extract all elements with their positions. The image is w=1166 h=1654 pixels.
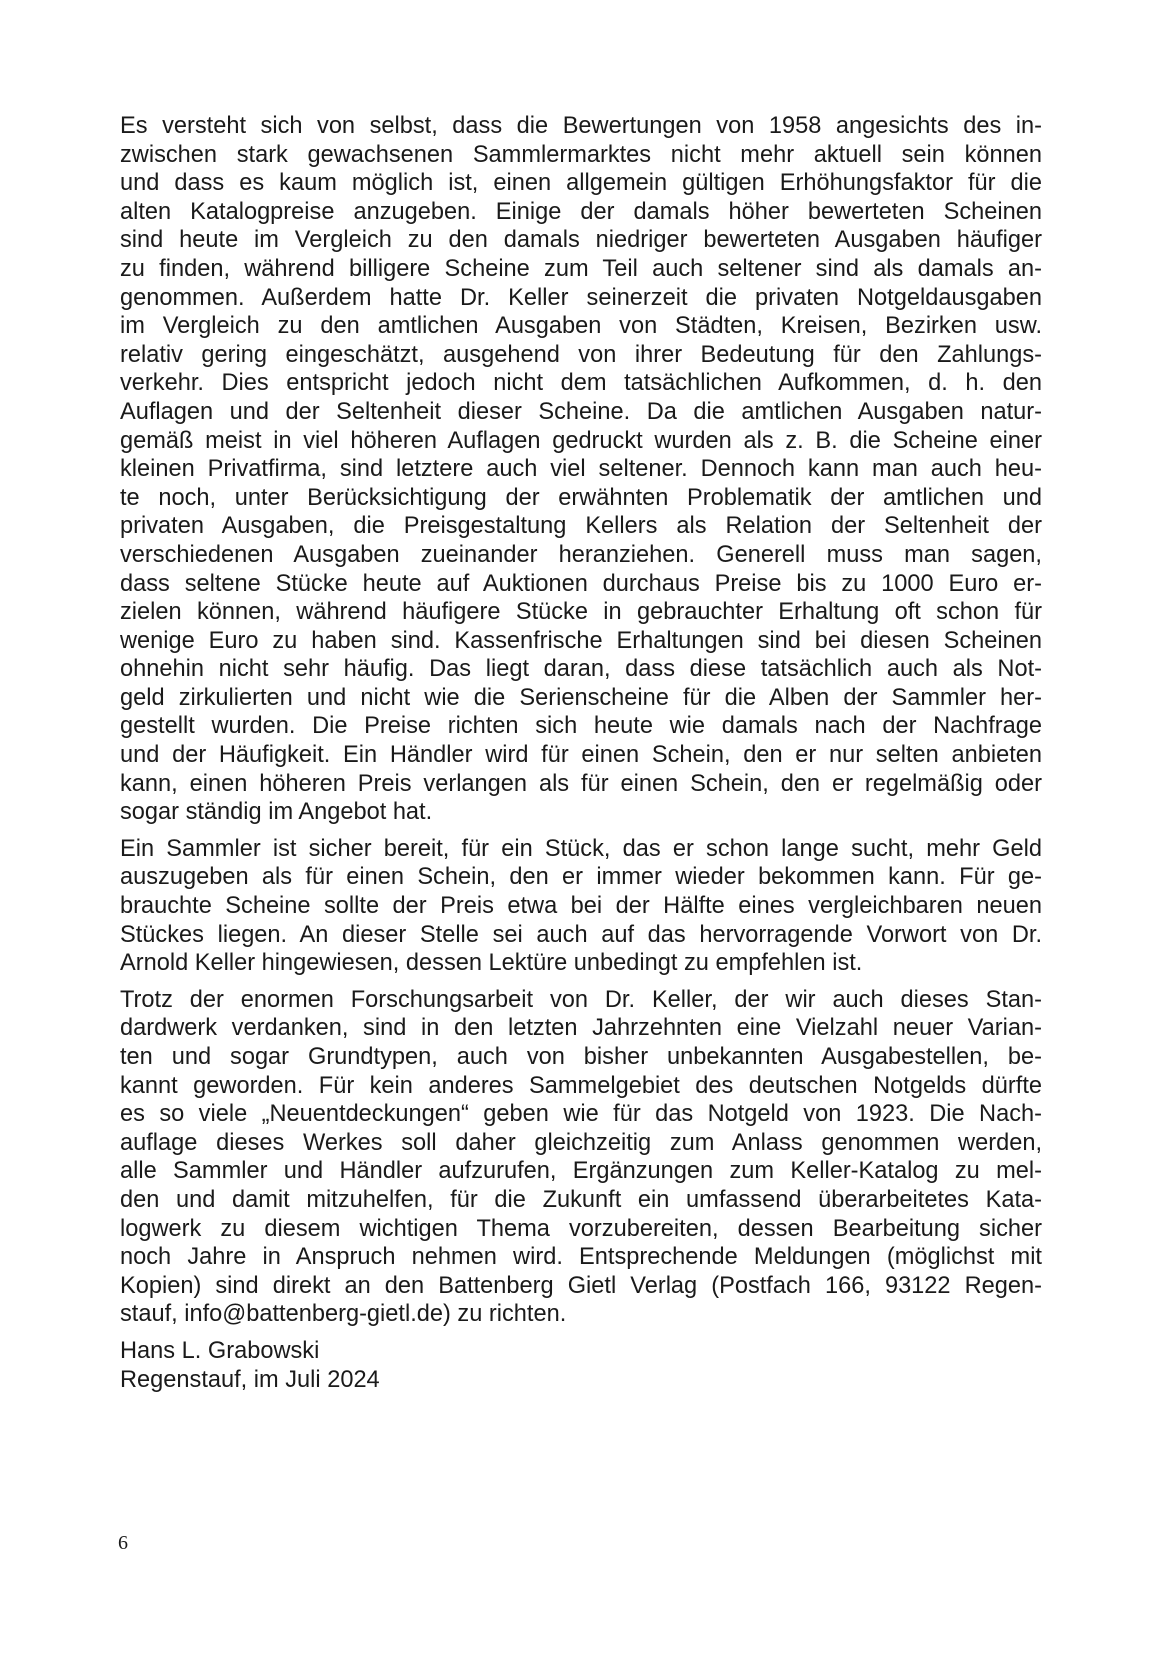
text-line: stauf, info@battenberg-gietl.de) zu richten. — [120, 1301, 567, 1328]
document-page — [120, 112, 1042, 1394]
text-line: sogar ständig im Angebot hat. — [120, 799, 433, 826]
place-and-date: Regenstauf, im Juli 2024 — [120, 1366, 380, 1393]
text-line: ten und sogar Grundtypen, auch von bisher unbekannten Ausgabestellen, be- — [120, 1044, 1042, 1070]
text-line: geld zirkulierten und nicht wie die Serienscheine für die Alben der Sammler her- — [120, 684, 1042, 711]
text-line: Auflagen und der Seltenheit dieser Scheine. Da die amtlichen Ausgaben natur- — [120, 398, 1042, 425]
text-line: gemäß meist in viel höheren Auflagen gedruckt wurden als z. B. die Scheine einer — [120, 427, 1042, 454]
text-line: zwischen stark gewachsenen Sammlermarktes nicht mehr aktuell sein können — [120, 141, 1042, 168]
signature-block — [120, 1337, 1042, 1394]
text-line: relativ gering eingeschätzt, ausgehend von ihrer Bedeutung für den Zahlungs- — [120, 341, 1042, 368]
text-line: kleinen Privatfirma, sind letztere auch viel seltener. Dennoch kann man auch heu- — [120, 456, 1042, 483]
text-line: kannt geworden. Für kein anderes Sammelgebiet des deutschen Notgelds dürfte — [120, 1072, 1042, 1099]
text-line: logwerk zu diesem wichtigen Thema vorzubereiten, dessen Bearbeitung sicher — [120, 1215, 1042, 1242]
paragraph — [120, 112, 1042, 827]
text-line: te noch, unter Berücksichtigung der erwähnten Problematik der amtlichen und — [120, 484, 1042, 511]
text-line: Kopien) sind direkt an den Battenberg Gietl Verlag (Postfach 166, 93122 Regen- — [120, 1272, 1042, 1299]
text-line: sind heute im Vergleich zu den damals niedriger bewerteten Ausgaben häufiger — [120, 227, 1042, 254]
text-line: es so viele „Neuentdeckungen“ geben wie für das Notgeld von 1923. Die Nach- — [120, 1101, 1042, 1128]
text-line: Es versteht sich von selbst, dass die Bewertungen von 1958 angesichts des in- — [120, 113, 1042, 139]
page-number: 6 — [118, 1532, 128, 1554]
text-line: genommen. Außerdem hatte Dr. Keller seinerzeit die privaten Notgeldausgaben — [120, 284, 1042, 311]
text-line: zu finden, während billigere Scheine zum Teil auch seltener sind als damals an- — [120, 255, 1042, 282]
text-line: im Vergleich zu den amtlichen Ausgaben von Städten, Kreisen, Bezirken usw. — [120, 313, 1042, 340]
text-line: brauchte Scheine sollte der Preis etwa bei der Hälfte eines vergleichbaren neuen — [120, 893, 1042, 920]
text-line: auflage dieses Werkes soll daher gleichzeitig zum Anlass genommen werden, — [120, 1129, 1042, 1156]
body-text — [120, 112, 1042, 1329]
text-line: alle Sammler und Händler aufzurufen, Ergänzungen zum Keller-Katalog zu mel- — [120, 1158, 1042, 1185]
paragraph — [120, 986, 1042, 1329]
text-line: Stückes liegen. An dieser Stelle sei auch auf das hervorragende Vorwort von Dr. — [120, 921, 1042, 948]
text-line: zielen können, während häufigere Stücke in gebrauchter Erhaltung oft schon für — [120, 599, 1042, 626]
text-line: wenige Euro zu haben sind. Kassenfrische Erhaltungen sind bei diesen Scheinen — [120, 627, 1042, 654]
text-line: dass seltene Stücke heute auf Auktionen durchaus Preise bis zu 1000 Euro er- — [120, 570, 1042, 597]
paragraph — [120, 835, 1042, 978]
text-line: noch Jahre in Anspruch nehmen wird. Entsprechende Meldungen (möglichst mit — [120, 1244, 1042, 1271]
text-line: den und damit mitzuhelfen, für die Zukunft ein umfassend überarbeitetes Kata- — [120, 1186, 1042, 1213]
text-line: auszugeben als für einen Schein, den er immer wieder bekommen kann. Für ge- — [120, 864, 1042, 891]
text-line: dardwerk verdanken, sind in den letzten Jahrzehnten eine Vielzahl neuer Varian- — [120, 1015, 1042, 1042]
text-line: Arnold Keller hingewiesen, dessen Lektüre unbedingt zu empfehlen ist. — [120, 950, 863, 977]
text-line: verkehr. Dies entspricht jedoch nicht dem tatsächlichen Aufkommen, d. h. den — [120, 370, 1042, 397]
text-line: Trotz der enormen Forschungsarbeit von Dr. Keller, der wir auch dieses Stan- — [120, 986, 1042, 1013]
text-line: kann, einen höheren Preis verlangen als für einen Schein, den er regelmäßig oder — [120, 770, 1042, 797]
text-line: und der Häufigkeit. Ein Händler wird für einen Schein, den er nur selten anbieten — [120, 742, 1042, 769]
text-line: alten Katalogpreise anzugeben. Einige der damals höher bewerteten Scheinen — [120, 198, 1042, 225]
text-line: ohnehin nicht sehr häufig. Das liegt daran, dass diese tatsächlich auch als Not- — [120, 656, 1042, 683]
text-line: und dass es kaum möglich ist, einen allgemein gültigen Erhöhungsfaktor für die — [120, 170, 1042, 197]
text-line: verschiedenen Ausgaben zueinander heranziehen. Generell muss man sagen, — [120, 541, 1042, 568]
author-name: Hans L. Grabowski — [120, 1337, 320, 1364]
text-line: gestellt wurden. Die Preise richten sich heute wie damals nach der Nachfrage — [120, 713, 1042, 740]
text-line: privaten Ausgaben, die Preisgestaltung Kellers als Relation der Seltenheit der — [120, 513, 1042, 540]
text-line: Ein Sammler ist sicher bereit, für ein Stück, das er schon lange sucht, mehr Geld — [120, 835, 1042, 862]
